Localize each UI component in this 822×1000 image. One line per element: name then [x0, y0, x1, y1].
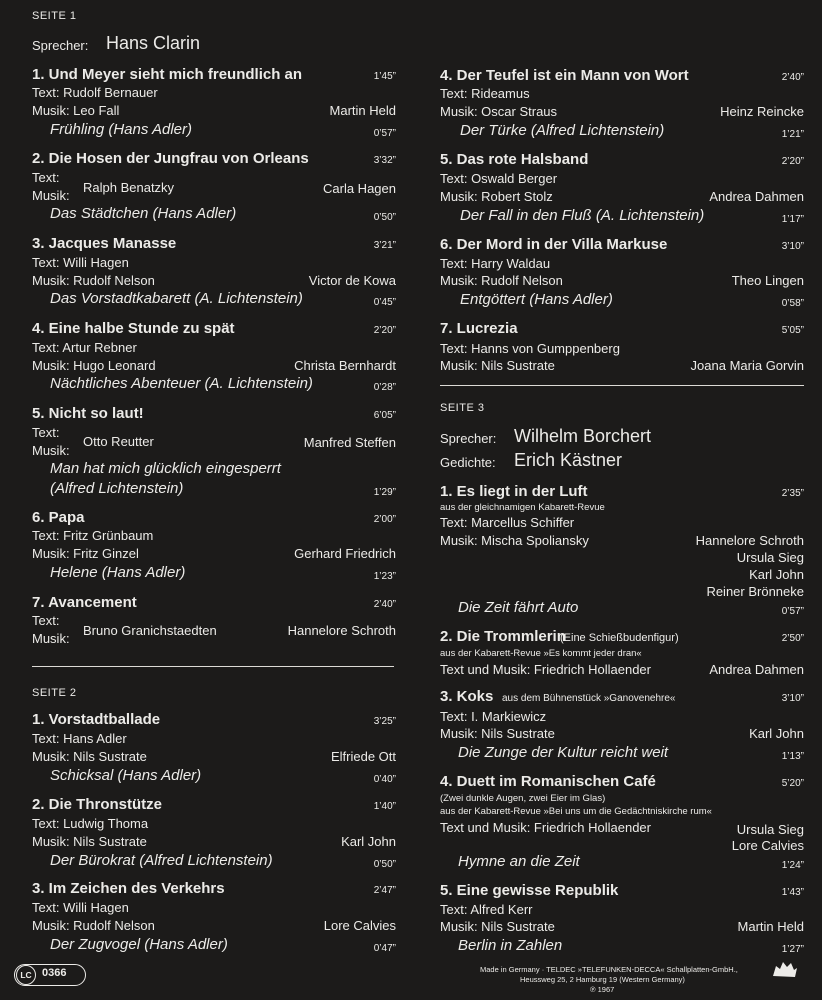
- performer: Manfred Steffen: [303, 435, 396, 450]
- track-title: 1. Und Meyer sieht mich freundlich an: [32, 66, 303, 83]
- track-subtitle: (Zwei dunkle Augen, zwei Eier im Glas): [440, 793, 606, 804]
- performer: Andrea Dahmen: [709, 189, 804, 204]
- poem-title: Das Vorstadtkabarett (A. Lichtenstein): [50, 290, 303, 307]
- lyricist: Text: Rideamus: [440, 86, 530, 101]
- track-title: 6. Der Mord in der Villa Markuse: [440, 236, 668, 253]
- performer: Karl John: [749, 726, 804, 741]
- performer: Martin Held: [737, 919, 804, 934]
- footer-line-1: Made in Germany · TELDEC »TELEFUNKEN-DECCA« Schallplatten-GmbH.,: [480, 965, 738, 974]
- track-title: 5. Eine gewisse Republik: [440, 882, 619, 899]
- composer-label: Musik:: [32, 631, 70, 646]
- poem-duration: 1’17”: [781, 214, 804, 225]
- track-duration: 1’45”: [373, 71, 396, 82]
- composer: Musik: Nils Sustrate: [440, 358, 555, 373]
- track-title: 3. Koks: [440, 688, 494, 705]
- track-duration: 2’40”: [781, 72, 804, 83]
- performer: Karl John: [749, 567, 804, 582]
- divider: [440, 385, 804, 386]
- track-duration: 3’32”: [373, 155, 396, 166]
- track-duration: 3’25”: [373, 716, 396, 727]
- lyricist: Text: Ludwig Thoma: [32, 816, 149, 831]
- performer: Theo Lingen: [731, 273, 804, 288]
- lyricist: Text: Hanns von Gumppenberg: [440, 341, 620, 356]
- poem-title: Der Bürokrat (Alfred Lichtenstein): [50, 852, 273, 869]
- poem-duration: 0’40”: [373, 774, 396, 785]
- lyricist: Text: Marcellus Schiffer: [440, 515, 575, 530]
- track-duration: 2’20”: [373, 325, 396, 336]
- track-title: 1. Es liegt in der Luft: [440, 483, 588, 500]
- track-duration: 3’10”: [781, 693, 804, 704]
- track-source: aus der gleichnamigen Kabarett-Revue: [440, 502, 605, 513]
- poem-duration: 0’57”: [373, 128, 396, 139]
- label-logo-shape: [773, 962, 797, 977]
- poem-title: Berlin in Zahlen: [458, 937, 563, 954]
- poem-duration: 1’21”: [781, 129, 804, 140]
- footer-line-2: Heussweg 25, 2 Hamburg 19 (Western Germany): [520, 975, 685, 984]
- composer: Musik: Oscar Straus: [440, 104, 558, 119]
- track-title: 5. Nicht so laut!: [32, 405, 144, 422]
- performer: Carla Hagen: [323, 181, 396, 196]
- track-duration: 2’50”: [781, 633, 804, 644]
- poem-title: Der Türke (Alfred Lichtenstein): [460, 122, 665, 139]
- lyricist: Text: Artur Rebner: [32, 340, 137, 355]
- poem-duration: 0’58”: [781, 298, 804, 309]
- performer: Reiner Brönneke: [706, 584, 804, 599]
- poem-duration: 1’29”: [373, 487, 396, 498]
- track-duration: 6’05”: [373, 410, 396, 421]
- track-duration: 2’00”: [373, 514, 396, 525]
- poem-duration: 1’13”: [781, 751, 804, 762]
- track-title: 4. Eine halbe Stunde zu spät: [32, 320, 235, 337]
- track-source: aus der Kabarett-Revue »Es kommt jeder dran«: [440, 648, 642, 659]
- composer-label: Musik:: [32, 188, 70, 203]
- label-code-logo: [14, 964, 86, 986]
- poem-title: Das Städtchen (Hans Adler): [50, 205, 237, 222]
- track-duration: 2’40”: [373, 599, 396, 610]
- poem-duration: 0’50”: [373, 859, 396, 870]
- track-title: 3. Jacques Manasse: [32, 235, 177, 252]
- track-duration: 2’35”: [781, 488, 804, 499]
- performer: Karl John: [341, 834, 396, 849]
- track-duration: 5’05”: [781, 325, 804, 336]
- track-duration: 5’20”: [781, 778, 804, 789]
- performer: Hannelore Schroth: [287, 623, 396, 638]
- composer: Musik: Robert Stolz: [440, 189, 553, 204]
- narrator-name: Wilhelm Borchert: [514, 426, 652, 446]
- track-duration: 2’20”: [781, 156, 804, 167]
- poem-duration: 1’24”: [781, 860, 804, 871]
- composer: Musik: Rudolf Nelson: [440, 273, 563, 288]
- poem-duration: 0’47”: [373, 943, 396, 954]
- composer: Musik: Nils Sustrate: [32, 749, 147, 764]
- composer: Musik: Leo Fall: [32, 103, 120, 118]
- lyricist: Text: Willi Hagen: [32, 255, 129, 270]
- poem-title: Frühling (Hans Adler): [50, 121, 192, 138]
- poem-title: Nächtliches Abenteuer (A. Lichtenstein): [50, 375, 313, 392]
- track-duration: 1’43”: [781, 887, 804, 898]
- composer: Musik: Nils Sustrate: [440, 919, 555, 934]
- poem-title: Die Zunge der Kultur reicht weit: [458, 744, 669, 761]
- track-title: 4. Der Teufel ist ein Mann von Wort: [440, 67, 689, 84]
- poems-label: Gedichte:: [440, 455, 496, 470]
- divider: [32, 666, 394, 667]
- lyricist: Text: Oswald Berger: [440, 171, 558, 186]
- poem-duration: 0’50”: [373, 212, 396, 223]
- poem-author: (Alfred Lichtenstein): [50, 480, 184, 497]
- track-source: aus der Kabarett-Revue »Bei uns um die Gedächtniskirche rum«: [440, 806, 712, 817]
- poem-title: Der Fall in den Fluß (A. Lichtenstein): [460, 207, 705, 224]
- track-duration: 3’21”: [373, 240, 396, 251]
- lyricist: Text: I. Markiewicz: [440, 709, 547, 724]
- side-3-heading: SEITE 3: [440, 402, 485, 414]
- performer: Andrea Dahmen: [709, 662, 804, 677]
- performer: Gerhard Friedrich: [294, 546, 396, 561]
- lyricist-label: Text:: [32, 425, 60, 440]
- performer: Lore Calvies: [731, 838, 804, 853]
- composer-lyricist: Otto Reutter: [83, 434, 154, 449]
- track-title: 7. Avancement: [32, 594, 137, 611]
- lyricist: Text: Hans Adler: [32, 731, 127, 746]
- lyricist-label: Text:: [32, 613, 60, 628]
- lyricist: Text: Willi Hagen: [32, 900, 129, 915]
- performer: Christa Bernhardt: [294, 358, 396, 373]
- performer: Joana Maria Gorvin: [690, 358, 804, 373]
- footer-copyright: ℗ 1967: [590, 985, 615, 994]
- composer: Musik: Nils Sustrate: [32, 834, 147, 849]
- narrator-name: Hans Clarin: [106, 33, 201, 53]
- track-title: 6. Papa: [32, 509, 85, 526]
- track-note: (Eine Schießbudenfigur): [560, 632, 679, 644]
- performer: Lore Calvies: [323, 918, 396, 933]
- composer: Musik: Rudolf Nelson: [32, 273, 155, 288]
- composer-lyricist: Ralph Benatzky: [83, 180, 175, 195]
- performer: Ursula Sieg: [736, 550, 804, 565]
- label-code-number: 0366: [42, 967, 67, 979]
- track-title: 7. Lucrezia: [440, 320, 518, 337]
- poem-title: Der Zugvogel (Hans Adler): [50, 936, 228, 953]
- poem-duration: 0’28”: [373, 382, 396, 393]
- poet-name: Erich Kästner: [514, 450, 623, 470]
- poem-title: Man hat mich glücklich eingesperrt: [50, 460, 281, 477]
- track-duration: 3’10”: [781, 241, 804, 252]
- track-duration: 1’40”: [373, 801, 396, 812]
- lyricist-composer: Text und Musik: Friedrich Hollaender: [440, 662, 651, 677]
- lyricist-composer: Text und Musik: Friedrich Hollaender: [440, 820, 651, 835]
- performer: Ursula Sieg: [736, 822, 804, 837]
- lyricist-label: Text:: [32, 170, 60, 185]
- narrator-label: Sprecher:: [440, 431, 497, 446]
- track-title: 1. Vorstadtballade: [32, 711, 161, 728]
- poem-title: Schicksal (Hans Adler): [50, 767, 202, 784]
- poem-duration: 0’57”: [781, 606, 804, 617]
- performer: Hannelore Schroth: [695, 533, 804, 548]
- lyricist: Text: Rudolf Bernauer: [32, 85, 158, 100]
- performer: Victor de Kowa: [308, 273, 396, 288]
- performer: Heinz Reincke: [720, 104, 804, 119]
- side-2-heading: SEITE 2: [32, 687, 77, 699]
- composer-lyricist: Bruno Granichstaedten: [83, 623, 217, 638]
- track-title: 4. Duett im Romanischen Café: [440, 773, 656, 790]
- narrator-label: Sprecher:: [32, 38, 89, 53]
- track-note: aus dem Bühnenstück »Ganovenehre«: [502, 693, 676, 704]
- lyricist: Text: Harry Waldau: [440, 256, 551, 271]
- composer: Musik: Rudolf Nelson: [32, 918, 155, 933]
- track-title: 5. Das rote Halsband: [440, 151, 589, 168]
- performer: Elfriede Ott: [330, 749, 396, 764]
- composer: Musik: Nils Sustrate: [440, 726, 555, 741]
- track-title: 2. Die Trommlerin: [440, 628, 566, 645]
- composer: Musik: Hugo Leonard: [32, 358, 156, 373]
- poem-duration: 1’23”: [373, 571, 396, 582]
- track-title: 2. Die Hosen der Jungfrau von Orleans: [32, 150, 309, 167]
- poem-title: Entgöttert (Hans Adler): [460, 291, 613, 308]
- poem-title: Die Zeit fährt Auto: [458, 599, 579, 616]
- performer: Martin Held: [329, 103, 396, 118]
- poem-title: Hymne an die Zeit: [458, 853, 580, 870]
- lyricist: Text: Alfred Kerr: [440, 902, 533, 917]
- composer: Musik: Mischa Spoliansky: [440, 533, 589, 548]
- label-logo-icon: [770, 958, 800, 980]
- label-code-circle: LC: [16, 965, 36, 985]
- track-title: 2. Die Thronstütze: [32, 796, 163, 813]
- poem-title: Helene (Hans Adler): [50, 564, 186, 581]
- lyricist: Text: Fritz Grünbaum: [32, 528, 154, 543]
- composer: Musik: Fritz Ginzel: [32, 546, 139, 561]
- poem-duration: 0’45”: [373, 297, 396, 308]
- track-title: 3. Im Zeichen des Verkehrs: [32, 880, 225, 897]
- side-1-heading: SEITE 1: [32, 10, 77, 22]
- track-duration: 2’47”: [373, 885, 396, 896]
- poem-duration: 1’27”: [781, 944, 804, 955]
- composer-label: Musik:: [32, 443, 70, 458]
